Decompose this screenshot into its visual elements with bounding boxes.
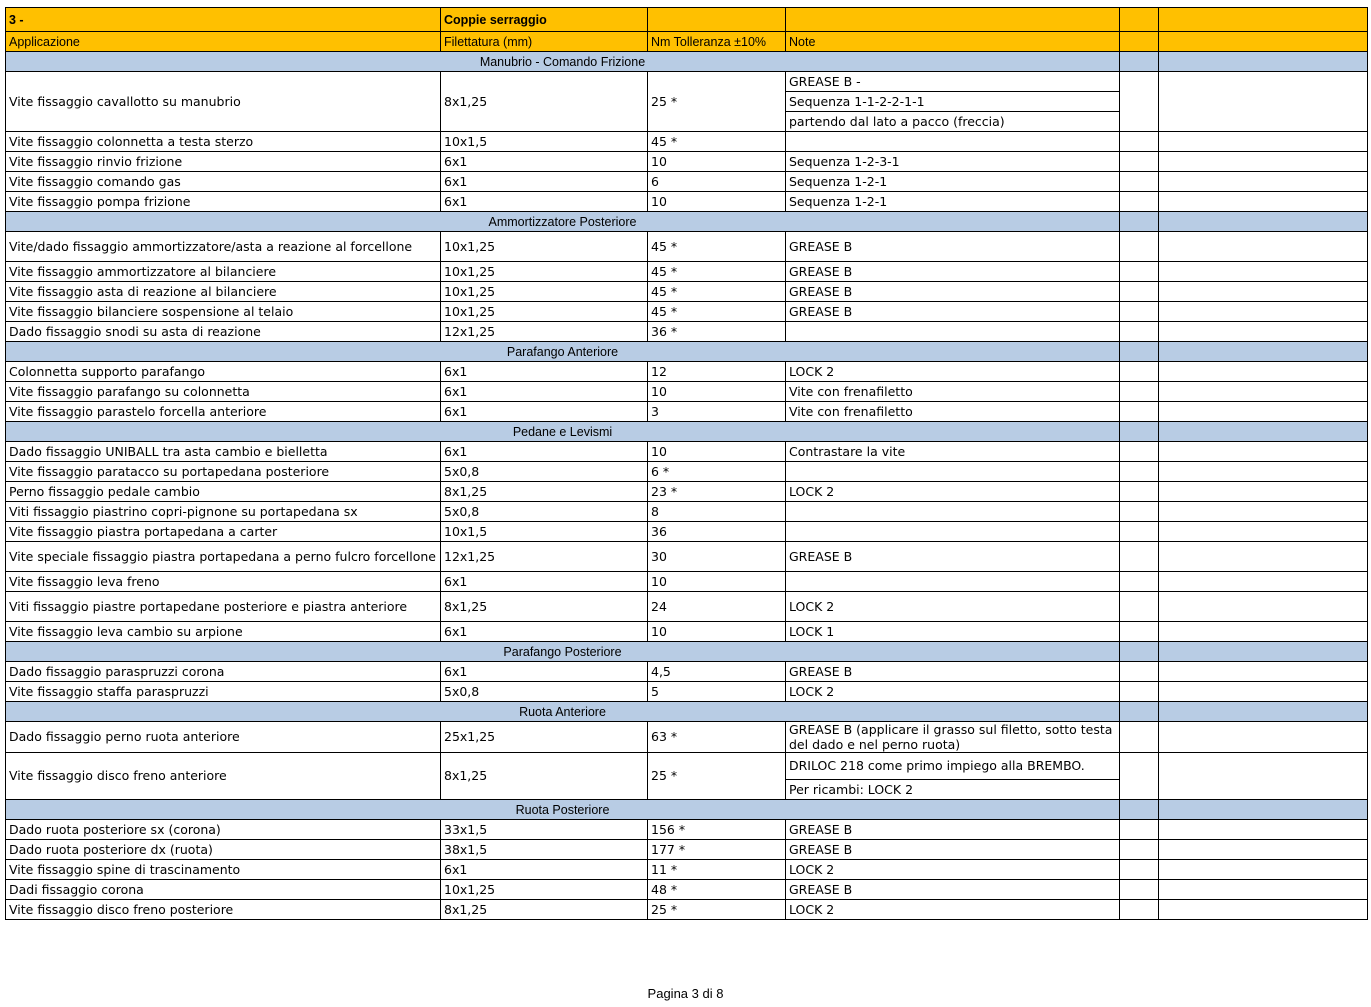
note-cell: LOCK 2 <box>786 362 1120 382</box>
page-title: Coppie serraggio <box>441 8 648 32</box>
section-title: Ruota Anteriore <box>6 702 1120 722</box>
table-row <box>6 192 1368 212</box>
empty-cell <box>1159 662 1368 682</box>
tolleranza-cell: 5 <box>648 682 786 702</box>
section-header-row <box>6 212 1368 232</box>
empty-cell <box>1120 132 1159 152</box>
empty-cell <box>1120 880 1159 900</box>
note-cell: LOCK 2 <box>786 682 1120 702</box>
section-header-row <box>6 642 1368 662</box>
applicazione-cell: Vite fissaggio ammortizzatore al bilanciere <box>6 262 441 282</box>
section-header-row <box>6 52 1368 72</box>
table-row <box>6 722 1368 753</box>
section-title: Parafango Posteriore <box>6 642 1120 662</box>
tolleranza-cell: 3 <box>648 402 786 422</box>
empty-cell <box>1159 482 1368 502</box>
applicazione-cell: Dado ruota posteriore sx (corona) <box>6 820 441 840</box>
empty-cell <box>1120 502 1159 522</box>
empty-cell <box>1159 302 1368 322</box>
empty-cell <box>1159 382 1368 402</box>
filettatura-cell: 10x1,25 <box>441 302 648 322</box>
tolleranza-cell: 25 * <box>648 753 786 800</box>
table-row <box>6 282 1368 302</box>
filettatura-cell: 10x1,25 <box>441 262 648 282</box>
section-header-row <box>6 702 1368 722</box>
note-cell: partendo dal lato a pacco (freccia) <box>786 112 1120 132</box>
empty-cell <box>1120 402 1159 422</box>
tolleranza-cell: 36 <box>648 522 786 542</box>
filettatura-cell: 10x1,5 <box>441 522 648 542</box>
note-cell: LOCK 2 <box>786 860 1120 880</box>
filettatura-cell: 5x0,8 <box>441 462 648 482</box>
note-cell: GREASE B <box>786 302 1120 322</box>
empty-cell <box>1159 282 1368 302</box>
tolleranza-cell: 45 * <box>648 262 786 282</box>
filettatura-cell: 6x1 <box>441 622 648 642</box>
note-cell: GREASE B <box>786 232 1120 262</box>
applicazione-cell: Vite fissaggio comando gas <box>6 172 441 192</box>
table-row <box>6 622 1368 642</box>
empty-cell <box>1159 592 1368 622</box>
tolleranza-cell: 11 * <box>648 860 786 880</box>
empty-cell <box>1159 442 1368 462</box>
empty-cell <box>1159 212 1368 232</box>
empty-cell <box>1159 800 1368 820</box>
tolleranza-cell: 10 <box>648 152 786 172</box>
empty-cell <box>1120 462 1159 482</box>
note-cell: GREASE B <box>786 662 1120 682</box>
filettatura-cell: 6x1 <box>441 442 648 462</box>
empty-cell <box>1159 502 1368 522</box>
empty-cell <box>1159 72 1368 132</box>
filettatura-cell: 5x0,8 <box>441 502 648 522</box>
applicazione-cell: Viti fissaggio piastrino copri-pignone su portapedana sx <box>6 502 441 522</box>
note-cell: GREASE B <box>786 262 1120 282</box>
applicazione-cell: Dado ruota posteriore dx (ruota) <box>6 840 441 860</box>
filettatura-cell: 8x1,25 <box>441 753 648 800</box>
table-row <box>6 152 1368 172</box>
empty-cell <box>1159 542 1368 572</box>
applicazione-cell: Vite fissaggio staffa paraspruzzi <box>6 682 441 702</box>
note-cell <box>786 502 1120 522</box>
torque-table <box>5 7 1368 920</box>
note-cell: Sequenza 1-1-2-2-1-1 <box>786 92 1120 112</box>
applicazione-cell: Dado fissaggio perno ruota anteriore <box>6 722 441 753</box>
empty-cell <box>1120 820 1159 840</box>
filettatura-cell: 33x1,5 <box>441 820 648 840</box>
empty-cell <box>1159 362 1368 382</box>
filettatura-cell: 8x1,25 <box>441 72 648 132</box>
empty-cell <box>1159 860 1368 880</box>
tolleranza-cell: 8 <box>648 502 786 522</box>
tolleranza-cell: 6 * <box>648 462 786 482</box>
tolleranza-cell: 36 * <box>648 322 786 342</box>
empty-cell <box>1159 820 1368 840</box>
empty-cell <box>1120 262 1159 282</box>
note-cell: GREASE B (applicare il grasso sul filetto, sotto testa del dado e nel perno ruota) <box>786 722 1120 753</box>
table-row <box>6 522 1368 542</box>
title-row <box>6 8 1368 32</box>
empty-cell <box>1120 482 1159 502</box>
empty-cell <box>1120 622 1159 642</box>
applicazione-cell: Vite fissaggio cavallotto su manubrio <box>6 72 441 132</box>
empty-cell <box>1120 382 1159 402</box>
empty-cell <box>1159 622 1368 642</box>
tolleranza-cell: 23 * <box>648 482 786 502</box>
empty-cell <box>1120 442 1159 462</box>
empty-cell <box>1120 362 1159 382</box>
applicazione-cell: Vite fissaggio bilanciere sospensione al telaio <box>6 302 441 322</box>
tolleranza-cell: 6 <box>648 172 786 192</box>
filettatura-cell: 10x1,25 <box>441 282 648 302</box>
page-footer: Pagina 3 di 8 <box>647 986 724 1001</box>
empty-cell <box>1120 282 1159 302</box>
note-cell: GREASE B <box>786 282 1120 302</box>
table-row <box>6 502 1368 522</box>
filettatura-cell: 8x1,25 <box>441 482 648 502</box>
table-row <box>6 72 1368 92</box>
empty-cell <box>1120 662 1159 682</box>
tolleranza-cell: 45 * <box>648 282 786 302</box>
column-header-applicazione: Applicazione <box>6 32 441 52</box>
table-row <box>6 482 1368 502</box>
applicazione-cell: Viti fissaggio piastre portapedane posteriore e piastra anteriore <box>6 592 441 622</box>
applicazione-cell: Vite fissaggio leva cambio su arpione <box>6 622 441 642</box>
filettatura-cell: 12x1,25 <box>441 322 648 342</box>
empty-cell <box>1120 52 1159 72</box>
tolleranza-cell: 10 <box>648 192 786 212</box>
empty-cell <box>1120 682 1159 702</box>
filettatura-cell: 25x1,25 <box>441 722 648 753</box>
table-row <box>6 840 1368 860</box>
empty-cell <box>1120 302 1159 322</box>
note-cell: GREASE B <box>786 542 1120 572</box>
applicazione-cell: Vite fissaggio rinvio frizione <box>6 152 441 172</box>
filettatura-cell: 10x1,25 <box>441 232 648 262</box>
empty-cell <box>1120 422 1159 442</box>
empty-cell <box>1120 592 1159 622</box>
filettatura-cell: 10x1,25 <box>441 880 648 900</box>
filettatura-cell: 6x1 <box>441 382 648 402</box>
section-header-row <box>6 342 1368 362</box>
filettatura-cell: 12x1,25 <box>441 542 648 572</box>
table-row <box>6 682 1368 702</box>
applicazione-cell: Vite fissaggio spine di trascinamento <box>6 860 441 880</box>
note-cell: DRILOC 218 come primo impiego alla BREMBO. <box>786 753 1120 780</box>
empty-cell <box>1120 522 1159 542</box>
empty-cell <box>1159 152 1368 172</box>
tolleranza-cell: 48 * <box>648 880 786 900</box>
section-title: Pedane e Levismi <box>6 422 1120 442</box>
table-row <box>6 322 1368 342</box>
note-cell: GREASE B <box>786 840 1120 860</box>
table-row <box>6 362 1368 382</box>
note-cell: Contrastare la vite <box>786 442 1120 462</box>
empty-cell <box>1120 642 1159 662</box>
tolleranza-cell: 10 <box>648 622 786 642</box>
empty-cell <box>1159 342 1368 362</box>
note-cell: Sequenza 1-2-3-1 <box>786 152 1120 172</box>
empty-cell <box>1159 422 1368 442</box>
empty-cell <box>1120 860 1159 880</box>
filettatura-cell: 10x1,5 <box>441 132 648 152</box>
note-cell: LOCK 2 <box>786 592 1120 622</box>
empty-cell <box>1120 572 1159 592</box>
empty-cell <box>1120 702 1159 722</box>
empty-cell <box>1120 322 1159 342</box>
table-row <box>6 172 1368 192</box>
note-cell: Per ricambi: LOCK 2 <box>786 780 1120 800</box>
applicazione-cell: Vite fissaggio asta di reazione al bilanciere <box>6 282 441 302</box>
applicazione-cell: Dadi fissaggio corona <box>6 880 441 900</box>
empty-cell <box>1159 262 1368 282</box>
tolleranza-cell: 10 <box>648 572 786 592</box>
table-row <box>6 262 1368 282</box>
empty-cell <box>1159 642 1368 662</box>
table-row <box>6 662 1368 682</box>
tolleranza-cell: 10 <box>648 382 786 402</box>
applicazione-cell: Vite fissaggio piastra portapedana a carter <box>6 522 441 542</box>
filettatura-cell: 6x1 <box>441 860 648 880</box>
empty-cell <box>1159 572 1368 592</box>
applicazione-cell: Dado fissaggio UNIBALL tra asta cambio e bielletta <box>6 442 441 462</box>
note-cell: LOCK 2 <box>786 482 1120 502</box>
applicazione-cell: Vite speciale fissaggio piastra portapedana a perno fulcro forcellone <box>6 542 441 572</box>
tolleranza-cell: 25 * <box>648 72 786 132</box>
note-cell: GREASE B <box>786 820 1120 840</box>
section-header-row <box>6 422 1368 442</box>
empty-cell <box>1159 232 1368 262</box>
filettatura-cell: 6x1 <box>441 572 648 592</box>
table-row <box>6 132 1368 152</box>
applicazione-cell: Colonnetta supporto parafango <box>6 362 441 382</box>
section-title: Parafango Anteriore <box>6 342 1120 362</box>
note-cell: Sequenza 1-2-1 <box>786 192 1120 212</box>
note-cell: LOCK 1 <box>786 622 1120 642</box>
table-row <box>6 592 1368 622</box>
tolleranza-cell: 4,5 <box>648 662 786 682</box>
empty-cell <box>1159 322 1368 342</box>
filettatura-cell: 6x1 <box>441 152 648 172</box>
tolleranza-cell: 156 * <box>648 820 786 840</box>
applicazione-cell: Dado fissaggio snodi su asta di reazione <box>6 322 441 342</box>
tolleranza-cell: 24 <box>648 592 786 622</box>
filettatura-cell: 6x1 <box>441 172 648 192</box>
column-header-tolleranza: Nm Tolleranza ±10% <box>648 32 786 52</box>
section-number: 3 - <box>6 8 441 32</box>
filettatura-cell: 5x0,8 <box>441 682 648 702</box>
table-row <box>6 442 1368 462</box>
empty-cell <box>1120 900 1159 920</box>
table-row <box>6 572 1368 592</box>
table-row <box>6 542 1368 572</box>
table-row <box>6 382 1368 402</box>
tolleranza-cell: 63 * <box>648 722 786 753</box>
empty-cell <box>1120 542 1159 572</box>
tolleranza-cell: 177 * <box>648 840 786 860</box>
note-cell: GREASE B - <box>786 72 1120 92</box>
filettatura-cell: 8x1,25 <box>441 592 648 622</box>
applicazione-cell: Vite fissaggio pompa frizione <box>6 192 441 212</box>
filettatura-cell: 6x1 <box>441 402 648 422</box>
empty-cell <box>1159 402 1368 422</box>
empty-cell <box>1120 192 1159 212</box>
note-cell: GREASE B <box>786 880 1120 900</box>
note-cell: Sequenza 1-2-1 <box>786 172 1120 192</box>
filettatura-cell: 38x1,5 <box>441 840 648 860</box>
applicazione-cell: Vite fissaggio disco freno posteriore <box>6 900 441 920</box>
empty-cell <box>1120 172 1159 192</box>
tolleranza-cell: 10 <box>648 442 786 462</box>
empty-cell <box>1159 132 1368 152</box>
applicazione-cell: Perno fissaggio pedale cambio <box>6 482 441 502</box>
filettatura-cell: 6x1 <box>441 362 648 382</box>
note-cell <box>786 322 1120 342</box>
note-cell: LOCK 2 <box>786 900 1120 920</box>
applicazione-cell: Vite fissaggio parafango su colonnetta <box>6 382 441 402</box>
table-row <box>6 900 1368 920</box>
empty-cell <box>1120 840 1159 860</box>
note-cell <box>786 132 1120 152</box>
section-title: Ruota Posteriore <box>6 800 1120 820</box>
table-row <box>6 232 1368 262</box>
table-row <box>6 820 1368 840</box>
filettatura-cell: 8x1,25 <box>441 900 648 920</box>
table-row <box>6 880 1368 900</box>
column-header-note: Note <box>786 32 1120 52</box>
column-header-filettatura: Filettatura (mm) <box>441 32 648 52</box>
empty-cell <box>1120 72 1159 132</box>
empty-cell <box>1120 722 1159 753</box>
empty-cell <box>1159 880 1368 900</box>
tolleranza-cell: 45 * <box>648 302 786 322</box>
tolleranza-cell: 45 * <box>648 132 786 152</box>
empty-cell <box>1159 753 1368 800</box>
filettatura-cell: 6x1 <box>441 192 648 212</box>
table-row <box>6 753 1368 780</box>
column-header-row <box>6 32 1368 52</box>
empty-cell <box>1159 682 1368 702</box>
empty-cell <box>1159 702 1368 722</box>
applicazione-cell: Vite fissaggio paratacco su portapedana posteriore <box>6 462 441 482</box>
section-header-row <box>6 800 1368 820</box>
note-cell <box>786 522 1120 542</box>
tolleranza-cell: 30 <box>648 542 786 572</box>
empty-cell <box>1159 722 1368 753</box>
empty-cell <box>1159 462 1368 482</box>
note-cell <box>786 462 1120 482</box>
applicazione-cell: Vite fissaggio parastelo forcella anteriore <box>6 402 441 422</box>
applicazione-cell: Vite fissaggio leva freno <box>6 572 441 592</box>
empty-cell <box>1120 342 1159 362</box>
empty-cell <box>1159 52 1368 72</box>
empty-cell <box>1159 840 1368 860</box>
tolleranza-cell: 25 * <box>648 900 786 920</box>
empty-cell <box>1120 212 1159 232</box>
applicazione-cell: Dado fissaggio paraspruzzi corona <box>6 662 441 682</box>
table-row <box>6 302 1368 322</box>
empty-cell <box>1120 753 1159 800</box>
applicazione-cell: Vite fissaggio disco freno anteriore <box>6 753 441 800</box>
empty-cell <box>1159 172 1368 192</box>
note-cell <box>786 572 1120 592</box>
table-row <box>6 402 1368 422</box>
empty-cell <box>1159 900 1368 920</box>
empty-cell <box>1159 192 1368 212</box>
table-row <box>6 462 1368 482</box>
applicazione-cell: Vite/dado fissaggio ammortizzatore/asta a reazione al forcellone <box>6 232 441 262</box>
table-row <box>6 860 1368 880</box>
empty-cell <box>1120 152 1159 172</box>
tolleranza-cell: 12 <box>648 362 786 382</box>
note-cell: Vite con frenafiletto <box>786 402 1120 422</box>
empty-cell <box>1120 232 1159 262</box>
empty-cell <box>1159 522 1368 542</box>
note-cell: Vite con frenafiletto <box>786 382 1120 402</box>
filettatura-cell: 6x1 <box>441 662 648 682</box>
section-title: Manubrio - Comando Frizione <box>6 52 1120 72</box>
section-title: Ammortizzatore Posteriore <box>6 212 1120 232</box>
applicazione-cell: Vite fissaggio colonnetta a testa sterzo <box>6 132 441 152</box>
empty-cell <box>1120 800 1159 820</box>
tolleranza-cell: 45 * <box>648 232 786 262</box>
